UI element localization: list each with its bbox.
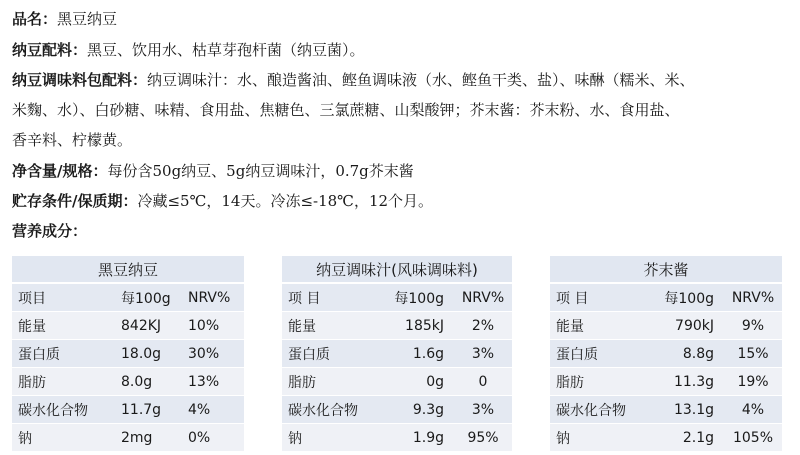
info-key: 贮存条件/保质期： [12,192,138,210]
info-line-seasoning-cont-2 [12,125,132,155]
table-cell: 1.6g [386,340,454,368]
table-row [282,368,512,396]
table-cell: 842KJ [116,312,182,340]
table-header-cell: 每100g [116,284,182,312]
table-cell: 能量 [550,312,654,340]
table-cell: 碳水化合物 [550,396,654,424]
table-title-row [12,256,244,284]
table-header-cell: 每100g [654,284,724,312]
table-cell: 9.3g [386,396,454,424]
table-row [550,312,782,340]
table-cell: 碳水化合物 [282,396,386,424]
table-cell: 钠 [282,424,386,452]
table-row [550,424,782,452]
table-row [550,340,782,368]
table-cell: 30% [182,340,244,368]
table-cell: 1.9g [386,424,454,452]
table-cell: 脂肪 [282,368,386,396]
info-value: 纳豆调味汁：水、酿造酱油、鲣鱼调味液（水、鲣鱼干类、盐）、味醂（糯米、米、 [147,71,695,89]
table-cell: 18.0g [116,340,182,368]
info-value: 香辛料、柠檬黄。 [12,131,133,149]
table-header-cell: 项 目 [550,284,654,312]
table-cell: 95% [454,424,512,452]
info-value: 每份含50g纳豆、5g纳豆调味汁，0.7g芥末酱 [107,162,414,180]
table-cell: 105% [724,424,782,452]
table-cell: 2mg [116,424,182,452]
table-cell: 钠 [12,424,116,452]
info-key: 品名： [12,10,58,28]
info-value: 黑豆纳豆 [57,10,118,28]
table-cell: 4% [182,396,244,424]
table-row [12,340,244,368]
nutrition-table-black-bean-natto [12,256,244,452]
table-row [282,340,512,368]
table-cell: 15% [724,340,782,368]
table-header-row [12,284,244,312]
table-row [282,396,512,424]
table-cell: 10% [182,312,244,340]
table-cell: 能量 [12,312,116,340]
table-cell: 8.0g [116,368,182,396]
table-title-row [550,256,782,284]
table-cell: 2% [454,312,512,340]
table-title: 黑豆纳豆 [12,256,244,284]
table-title: 纳豆调味汁(风味调味料) [282,256,512,284]
table-cell: 3% [454,396,512,424]
table-row [550,368,782,396]
table-cell: 3% [454,340,512,368]
table-cell: 19% [724,368,782,396]
info-line-storage [12,186,433,216]
info-line-nutrition-heading [12,216,87,246]
table-cell: 能量 [282,312,386,340]
table-cell: 0% [182,424,244,452]
table-cell: 8.8g [654,340,724,368]
table-row [12,312,244,340]
info-line-net-content [12,156,414,186]
table-cell: 13% [182,368,244,396]
info-value: 黑豆、饮用水、枯草芽孢杆菌（纳豆菌）。 [87,41,365,59]
table-cell: 蛋白质 [550,340,654,368]
table-header-cell: 项 目 [282,284,386,312]
table-cell: 0 [454,368,512,396]
table-cell: 蛋白质 [12,340,116,368]
table-header-cell: 每100g [386,284,454,312]
info-line-product-name [12,4,117,34]
table-cell: 碳水化合物 [12,396,116,424]
table-cell: 11.7g [116,396,182,424]
info-key: 纳豆配料： [12,41,88,59]
info-line-seasoning [12,65,695,95]
table-cell: 185kJ [386,312,454,340]
table-header-row [550,284,782,312]
table-header-cell: NRV% [454,284,512,312]
table-cell: 钠 [550,424,654,452]
table-cell: 脂肪 [550,368,654,396]
table-cell: 4% [724,396,782,424]
nutrition-table-wasabi [550,256,782,452]
table-title-row [282,256,512,284]
table-header-cell: 项目 [12,284,116,312]
info-line-seasoning-cont-1 [12,95,680,125]
table-cell: 11.3g [654,368,724,396]
table-cell: 790kJ [654,312,724,340]
info-value: 冷藏≤5℃，14天。冷冻≤-18℃，12个月。 [137,192,434,210]
table-row [12,396,244,424]
nutrition-table-natto-sauce [282,256,512,452]
table-header-cell: NRV% [182,284,244,312]
info-key: 净含量/规格： [12,162,108,180]
table-cell: 0g [386,368,454,396]
table-row [550,396,782,424]
table-cell: 脂肪 [12,368,116,396]
table-row [12,368,244,396]
table-title: 芥末酱 [550,256,782,284]
table-cell: 9% [724,312,782,340]
info-key: 纳豆调味料包配料： [12,71,148,89]
table-row [282,424,512,452]
info-line-ingredients [12,35,365,65]
info-value: 米麴、水）、白砂糖、味精、食用盐、焦糖色、三氯蔗糖、山梨酸钾；芥末酱：芥末粉、水、食用盐、 [12,101,680,119]
table-cell: 13.1g [654,396,724,424]
table-cell: 蛋白质 [282,340,386,368]
table-header-row [282,284,512,312]
info-key: 营养成分： [12,222,88,240]
table-cell: 2.1g [654,424,724,452]
table-header-cell: NRV% [724,284,782,312]
table-row [12,424,244,452]
table-row [282,312,512,340]
